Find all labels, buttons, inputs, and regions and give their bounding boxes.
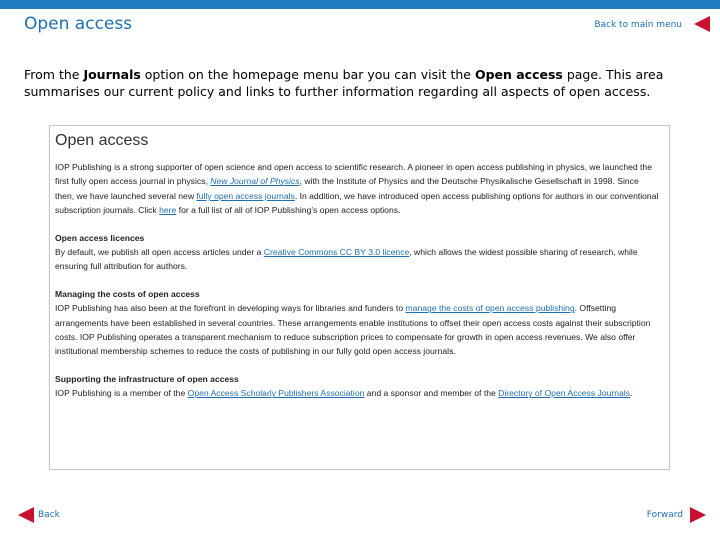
- oaspa-link[interactable]: Open Access Scholarly Publishers Association: [187, 388, 365, 399]
- p2-text-2: , which allows the widest possible sharing of research, while ensuring full attribution for authors.: [55, 247, 638, 272]
- top-accent-bar: [0, 0, 720, 9]
- forward-link[interactable]: Forward: [646, 510, 683, 520]
- paragraph-costs: [55, 287, 660, 359]
- intro-text-2: option on the homepage menu bar you can visit the: [140, 67, 475, 82]
- p1-text-1: IOP Publishing is a strong supporter of open science and open access to scientific research. A pioneer in open access publishing in physics, we launched the first fully open access journal in physics,: [55, 162, 652, 187]
- p1-text-3: . In addition, we have introduced open access publishing options for authors in our conventional subscription journals. Click: [55, 190, 659, 216]
- p4-text-2: and a sponsor and member of the: [364, 388, 499, 399]
- p3-text-1: IOP Publishing has also been at the forefront in developing ways for libraries and funders to: [55, 303, 406, 314]
- intro-text: [24, 66, 664, 100]
- here-link[interactable]: here: [159, 205, 177, 216]
- back-arrow-icon[interactable]: [694, 16, 710, 32]
- back-arrow-icon[interactable]: [18, 507, 34, 523]
- p1-text-2: , with the Institute of Physics and the Deutsche Physikalische Gesellschaft in 1998. Since then, we have launched several new: [55, 176, 639, 201]
- panel-title: Open access: [55, 132, 149, 149]
- p4-text-1: IOP Publishing is a member of the: [55, 388, 188, 399]
- p4-text-3: .: [629, 388, 633, 399]
- intro-bold-journals: Journals: [83, 67, 141, 82]
- fully-open-access-journals-link[interactable]: fully open access journals: [196, 190, 295, 201]
- paragraph-intro: [55, 160, 660, 218]
- intro-text-3: page. This area summarises our current policy and links to further information regarding all aspects of open access.: [24, 67, 664, 99]
- page-title: Open access: [24, 14, 133, 34]
- p2-text-1: By default, we publish all open access articles under a: [55, 247, 264, 258]
- doaj-link[interactable]: Directory of Open Access Journals: [498, 388, 630, 399]
- intro-text-1: From the: [24, 67, 84, 82]
- screenshot-panel: [49, 125, 670, 470]
- back-link[interactable]: Back: [38, 510, 60, 520]
- manage-costs-link[interactable]: manage the costs of open access publishing: [405, 303, 575, 314]
- heading-costs: Managing the costs of open access: [55, 288, 200, 299]
- paragraph-licences: [55, 231, 660, 274]
- heading-infrastructure: Supporting the infrastructure of open access: [55, 373, 239, 384]
- intro-bold-open-access: Open access: [474, 67, 563, 82]
- new-journal-of-physics-link[interactable]: New Journal of Physics: [210, 176, 300, 187]
- forward-arrow-icon[interactable]: [690, 507, 706, 523]
- p3-text-2: . Offsetting arrangements have been established in several countries. These arrangements enable institutions to offset their open access costs against their subscription costs. IOP Publishing operates a transparent mechanism to reduce subscription prices to compensate for growth in open access revenues. We also offer institutional membership schemes to reduce the costs of publishing in our fully gold open access journals.: [55, 303, 651, 357]
- cc-by-licence-link[interactable]: Creative Commons CC BY 3.0 licence: [263, 247, 410, 258]
- panel-body: [55, 160, 660, 414]
- p1-text-4: for a full list of all of IOP Publishing's open access options.: [176, 205, 401, 216]
- paragraph-infrastructure: [55, 372, 660, 401]
- back-to-main-menu-link[interactable]: Back to main menu: [594, 20, 682, 30]
- heading-licences: Open access licences: [55, 232, 145, 243]
